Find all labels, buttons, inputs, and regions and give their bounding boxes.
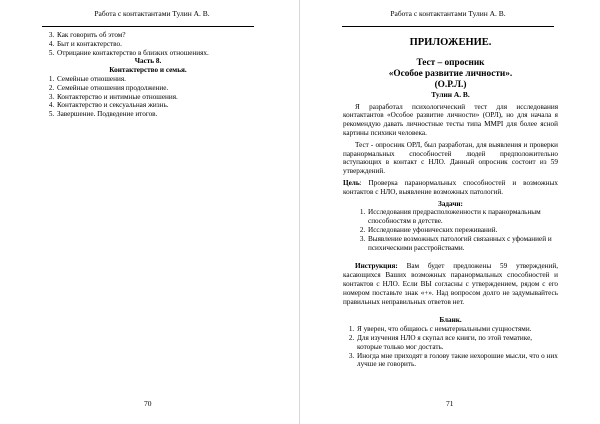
instruction-text: Вам будет предложены 59 утверждений, касающихся Ваших возможных паранормальных способностей и контактов с НЛО. Если ВЫ согласны с утверждением, рядом с его номером поставьте знак «+». Над вопросом долго не задумывайтесь правильных неправильных ответов нет. <box>343 262 558 306</box>
running-head-right: Работа с контактантами Тулин А. В. <box>390 9 506 18</box>
chapter-list-continued <box>43 31 253 57</box>
author-name: Тулин А. В. <box>431 89 470 99</box>
test-title-line-2: «Особое развитие личности». <box>388 68 513 79</box>
form-list <box>343 325 558 369</box>
list-item: 4. Быт и контактерство. <box>56 40 253 49</box>
list-item: 2. Семейные отношения продолжение. <box>56 84 253 93</box>
list-item: 5. Отрицание контактерство в близких отношениях. <box>56 49 253 58</box>
instruction-label: Инструкция: <box>355 262 398 271</box>
list-item: 3. Контактерство и интимные отношения. <box>56 93 253 102</box>
description-paragraph: Тест - опросник ОРЛ, был разработан, для выявления и проверки паранормальных способностей людей предположительно вступающих в контакт с НЛО. Данный опросник состоит из 59 утверждений. <box>343 140 558 176</box>
list-item: 1. Я уверен, что общаюсь с нематериальными сущностями. <box>356 325 558 334</box>
page-number-right: 71 <box>446 399 454 408</box>
intro-paragraph: Я разработал психологический тест для исследования контактантов «Особое развитие личности» (ОРЛ), но для начала я рекомендую давать личностные тесты типа ММРI для более ясной картины психики человека. <box>343 102 558 137</box>
part-list <box>43 75 253 119</box>
part-subtitle: Контактерство и семья. <box>109 66 187 75</box>
list-item: 4. Контактерство и сексуальная жизнь. <box>56 101 253 110</box>
list-item: 1. Исследования предрасположенности к паранормальным способностям в детстве. <box>367 208 558 226</box>
goal-paragraph <box>343 179 558 197</box>
list-item: 3. Иногда мне приходят в голову такие нехорошие мысли, что о них лучше не говорить. <box>356 352 558 370</box>
form-heading: Бланк. <box>439 316 462 325</box>
test-title-line-1: Тест – опросник <box>416 57 485 68</box>
running-head-left: Работа с контактантами Тулин А. В. <box>94 9 210 18</box>
header-rule-left <box>42 26 254 27</box>
list-item: 1. Семейные отношения. <box>56 75 253 84</box>
list-item: 3. Как говорить об этом? <box>56 31 253 40</box>
appendix-title: ПРИЛОЖЕНИЕ. <box>409 37 492 48</box>
list-item: 2. Исследование уфонических переживаний. <box>367 226 558 235</box>
list-item: 3. Выявление возможных патологий связанных с уфоманией и психическими расстройствами. <box>367 235 558 253</box>
right-page-content <box>343 31 558 369</box>
instruction-paragraph <box>343 262 558 306</box>
right-page <box>300 0 600 424</box>
tasks-heading: Задачи: <box>438 199 463 208</box>
tasks-list <box>343 208 558 252</box>
part-title: Часть 8. <box>134 57 162 66</box>
list-item: 5. Завершение. Подведение итогов. <box>56 110 253 119</box>
test-title-line-3: (О.Р.Л.) <box>434 79 467 90</box>
left-page-content <box>43 31 253 119</box>
header-rule-right <box>342 26 554 27</box>
goal-text: : Проверка паранормальных способностей и возможных контактов с НЛО, выявление возможных патологий. <box>343 178 558 196</box>
goal-label: Цель <box>343 178 360 187</box>
page-number-left: 70 <box>144 399 152 408</box>
list-item: 2. Для изучения НЛО я скупал все книги, по этой тематике, которые только мог достать. <box>356 334 558 352</box>
